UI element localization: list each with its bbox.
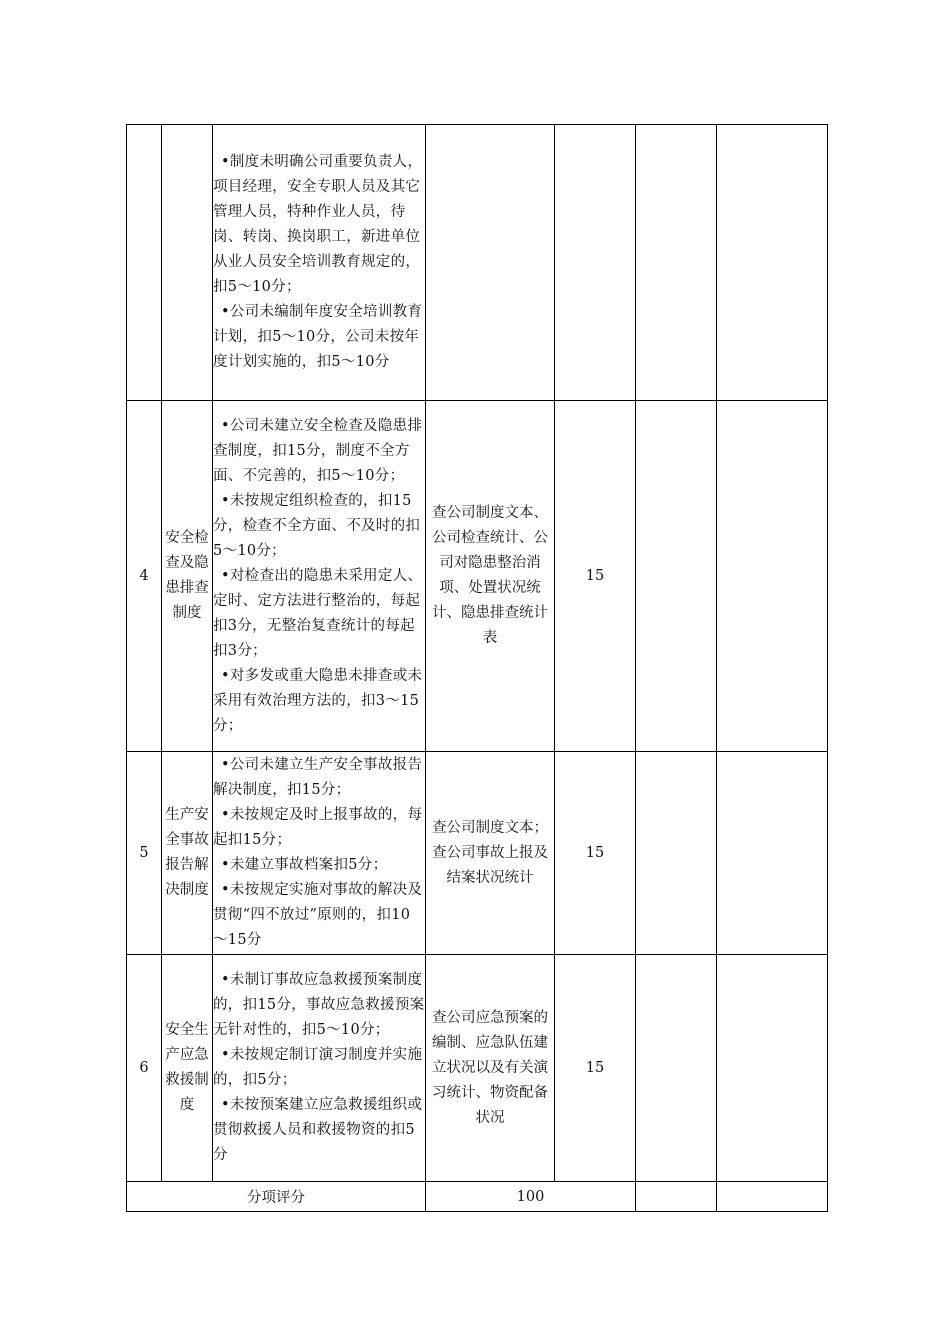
criteria-line: •未按规定制订演习制度并实施的，扣5分； <box>213 1047 423 1088</box>
criteria-line: •制度未明确公司重要负责人，项目经理，安全专职人员及其它管理人员，特种作业人员，待岗、转岗、换岗职工，新进单位从业人员安全培训教育规定的，扣5～10分； <box>213 154 423 295</box>
deduction-criteria <box>213 125 426 401</box>
criteria-line: •未按预案建立应急救援组织或贯彻救援人员和救援物资的扣5分 <box>213 1097 423 1163</box>
full-score: 15 <box>555 752 636 955</box>
criteria-line: •公司未建立安全检查及隐患排查制度，扣15分，制度不全方面、不完善的，扣5～10分； <box>213 417 423 484</box>
row-number: 5 <box>127 752 162 955</box>
table-row <box>127 752 828 955</box>
total-label: 分项评分 <box>127 1182 426 1212</box>
total-deducted-cell <box>636 1182 717 1212</box>
criteria-line: •未按规定实施对事故的解决及贯彻“四不放过”原则的，扣10～15分 <box>213 882 423 948</box>
table-row <box>127 125 828 401</box>
criteria-line: •未按规定组织检查的，扣15分，检查不全方面、不及时的扣5～10分； <box>213 492 421 559</box>
check-item: 生产安全事故报告解决制度 <box>162 752 213 955</box>
check-method: 查公司应急预案的编制、应急队伍建立状况以及有关演习统计、物资配备状况 <box>426 955 555 1182</box>
full-score <box>555 125 636 401</box>
deducted-score-cell <box>636 955 717 1182</box>
deduction-criteria <box>213 955 426 1182</box>
actual-score-cell <box>717 752 828 955</box>
criteria-line: •未按规定及时上报事故的，每起扣15分； <box>213 807 423 848</box>
check-item: 安全生产应急救援制度 <box>162 955 213 1182</box>
full-score: 15 <box>555 401 636 752</box>
deduction-criteria <box>213 401 426 752</box>
check-method: 查公司制度文本、公司检查统计、公司对隐患整治消项、处置状况统计、隐患排查统计表 <box>426 401 555 752</box>
deducted-score-cell <box>636 752 717 955</box>
total-score: 100 <box>426 1182 636 1212</box>
actual-score-cell <box>717 125 828 401</box>
check-method <box>426 125 555 401</box>
criteria-line: •对多发或重大隐患未排查或未采用有效治理方法的，扣3～15分； <box>213 667 423 734</box>
actual-score-cell <box>717 955 828 1182</box>
row-number: 4 <box>127 401 162 752</box>
deducted-score-cell <box>636 125 717 401</box>
check-method: 查公司制度文本；查公司事故上报及结案状况统计 <box>426 752 555 955</box>
deduction-criteria <box>213 752 426 955</box>
row-number <box>127 125 162 401</box>
row-number: 6 <box>127 955 162 1182</box>
criteria-line: •未建立事故档案扣5分； <box>221 857 388 873</box>
criteria-line: •未制订事故应急救援预案制度的，扣15分，事故应急救援预案无针对性的，扣5～10分； <box>213 972 425 1038</box>
criteria-line: •公司未建立生产安全事故报告解决制度，扣15分； <box>213 757 423 798</box>
actual-score-cell <box>717 401 828 752</box>
deducted-score-cell <box>636 401 717 752</box>
total-actual-cell <box>717 1182 828 1212</box>
full-score: 15 <box>555 955 636 1182</box>
evaluation-table <box>126 124 828 1212</box>
criteria-line: •对检查出的隐患未采用定人、定时、定方法进行整治的，每起扣3分，无整治复查统计的每起扣3分； <box>213 567 423 659</box>
criteria-line: •公司未编制年度安全培训教育计划，扣5～10分，公司未按年度计划实施的，扣5～10分 <box>213 304 423 370</box>
table-row <box>127 955 828 1182</box>
table-row <box>127 401 828 752</box>
check-item <box>162 125 213 401</box>
check-item: 安全检查及隐患排查制度 <box>162 401 213 752</box>
total-row <box>127 1182 828 1212</box>
